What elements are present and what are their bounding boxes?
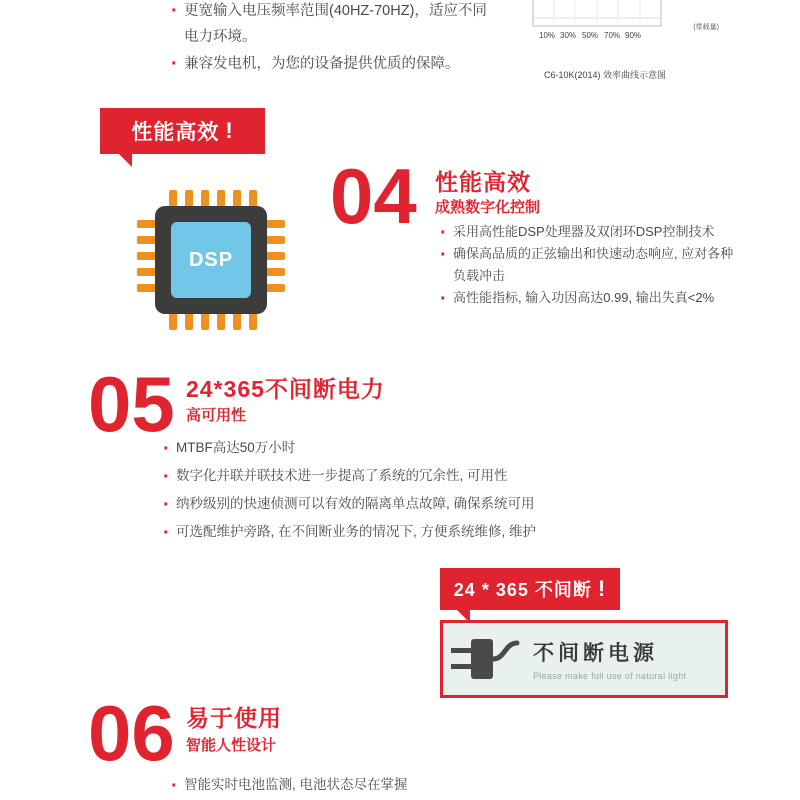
list-item (160, 438, 690, 459)
list-item (168, 53, 498, 75)
list-item-continuation (437, 266, 789, 286)
chip-pin-icon (137, 252, 157, 260)
top-bullet-text-2: 电力环境。 (184, 29, 257, 46)
chip-pin-icon (137, 284, 157, 292)
bullet-text: MTBF高达50万小时 (176, 440, 296, 455)
chip-pin-icon (137, 220, 157, 228)
list-item (160, 522, 690, 543)
chip-pin-icon (265, 236, 285, 244)
chip-pin-icon (265, 220, 285, 228)
top-bullet-text-1: 更宽输入电压频率范围(40HZ-70HZ)，适应不同 (184, 3, 487, 19)
list-item (160, 466, 690, 487)
bullet-text: 采用高性能DSP处理器及双闭环DSP控制技术 (453, 224, 715, 239)
section-subtitle-06: 智能人性设计 (186, 737, 277, 754)
chart-title: C6-10K(2014) 效率曲线示意图 (543, 70, 667, 80)
section-number-06: 06 (88, 689, 175, 777)
chip-pin-icon (265, 268, 285, 276)
ups-banner-inner (443, 623, 725, 695)
section-06-bullet-list (168, 775, 618, 796)
top-bullet-list (168, 0, 498, 79)
section-subtitle-05: 高可用性 (186, 407, 247, 424)
bullet-text: 确保高品质的正弦输出和快速动态响应, 应对各种 (453, 246, 734, 262)
bullet-text: 负载冲击 (453, 268, 506, 284)
section-title-04: 性能高效 (435, 169, 531, 195)
section-title-05: 24*365不间断电力 (186, 376, 385, 402)
chip-pin-icon (137, 236, 157, 244)
svg-text:10%: 10% (539, 31, 556, 40)
plug-icon (443, 623, 529, 695)
chip-pin-icon (265, 284, 285, 292)
list-item (168, 0, 498, 22)
bullet-text: 数字化并联并联技术进一步提高了系统的冗余性, 可用性 (176, 467, 508, 483)
chip-pin-icon (137, 268, 157, 276)
svg-text:70%: 70% (604, 31, 621, 40)
list-item (168, 775, 618, 796)
bullet-text: 纳秒级别的快速侦测可以有效的隔离单点故障, 确保系统可用 (176, 495, 535, 511)
bullet-text: 高性能指标, 输入功因高达0.99, 输出失真<2% (453, 290, 715, 306)
section-number-05: 05 (88, 360, 175, 448)
svg-text:50%: 50% (582, 31, 599, 40)
top-bullet-text-3: 兼容发电机，为您的设备提供优质的保障。 (184, 55, 460, 72)
chip-pin-icon (249, 312, 257, 330)
chip-pin-icon (185, 312, 193, 330)
dsp-chip-illustration (133, 190, 288, 330)
ups-banner (440, 620, 728, 698)
ups-banner-title: 不间断电源 (533, 642, 658, 665)
efficiency-chart (505, 0, 755, 93)
chip-pin-icon (217, 312, 225, 330)
chart-svg (505, 0, 755, 68)
ups-banner-text (529, 637, 686, 681)
list-item-continuation (168, 26, 498, 48)
list-item (437, 222, 789, 242)
section-subtitle-04: 成熟数字化控制 (435, 199, 541, 216)
svg-text:90%: 90% (625, 31, 642, 40)
chip-core-label: DSP (171, 222, 251, 298)
list-item (437, 288, 789, 308)
section-04-bullet-list (437, 222, 789, 311)
bullet-text: 可选配维护旁路, 在不间断业务的情况下, 方便系统维修, 维护 (176, 523, 537, 539)
section-title-06: 易于使用 (186, 705, 282, 731)
exclamation-icon: ! (597, 576, 607, 601)
section-number-04: 04 (330, 152, 417, 240)
exclamation-icon: ! (225, 118, 234, 143)
plug-icon-svg (443, 623, 529, 695)
badge-uptime (440, 568, 620, 610)
svg-text:30%: 30% (560, 31, 577, 40)
chip-pin-icon (201, 312, 209, 330)
list-item (160, 494, 690, 515)
section-05-bullet-list (160, 438, 690, 550)
badge-performance-label: 性能高效 (131, 121, 220, 144)
chip-pin-icon (169, 312, 177, 330)
chip-pin-icon (233, 312, 241, 330)
chart-xlabel: (带载量) (693, 24, 719, 31)
bullet-text: 智能实时电池监测, 电池状态尽在掌握 (184, 777, 408, 792)
badge-performance (100, 108, 265, 154)
badge-uptime-label: 24 * 365 不间断 (453, 580, 592, 600)
ups-banner-slogan: Please make full use of natural light (533, 671, 687, 681)
chart-plot-area (505, 0, 755, 68)
chip-pin-icon (265, 252, 285, 260)
list-item (437, 244, 789, 264)
